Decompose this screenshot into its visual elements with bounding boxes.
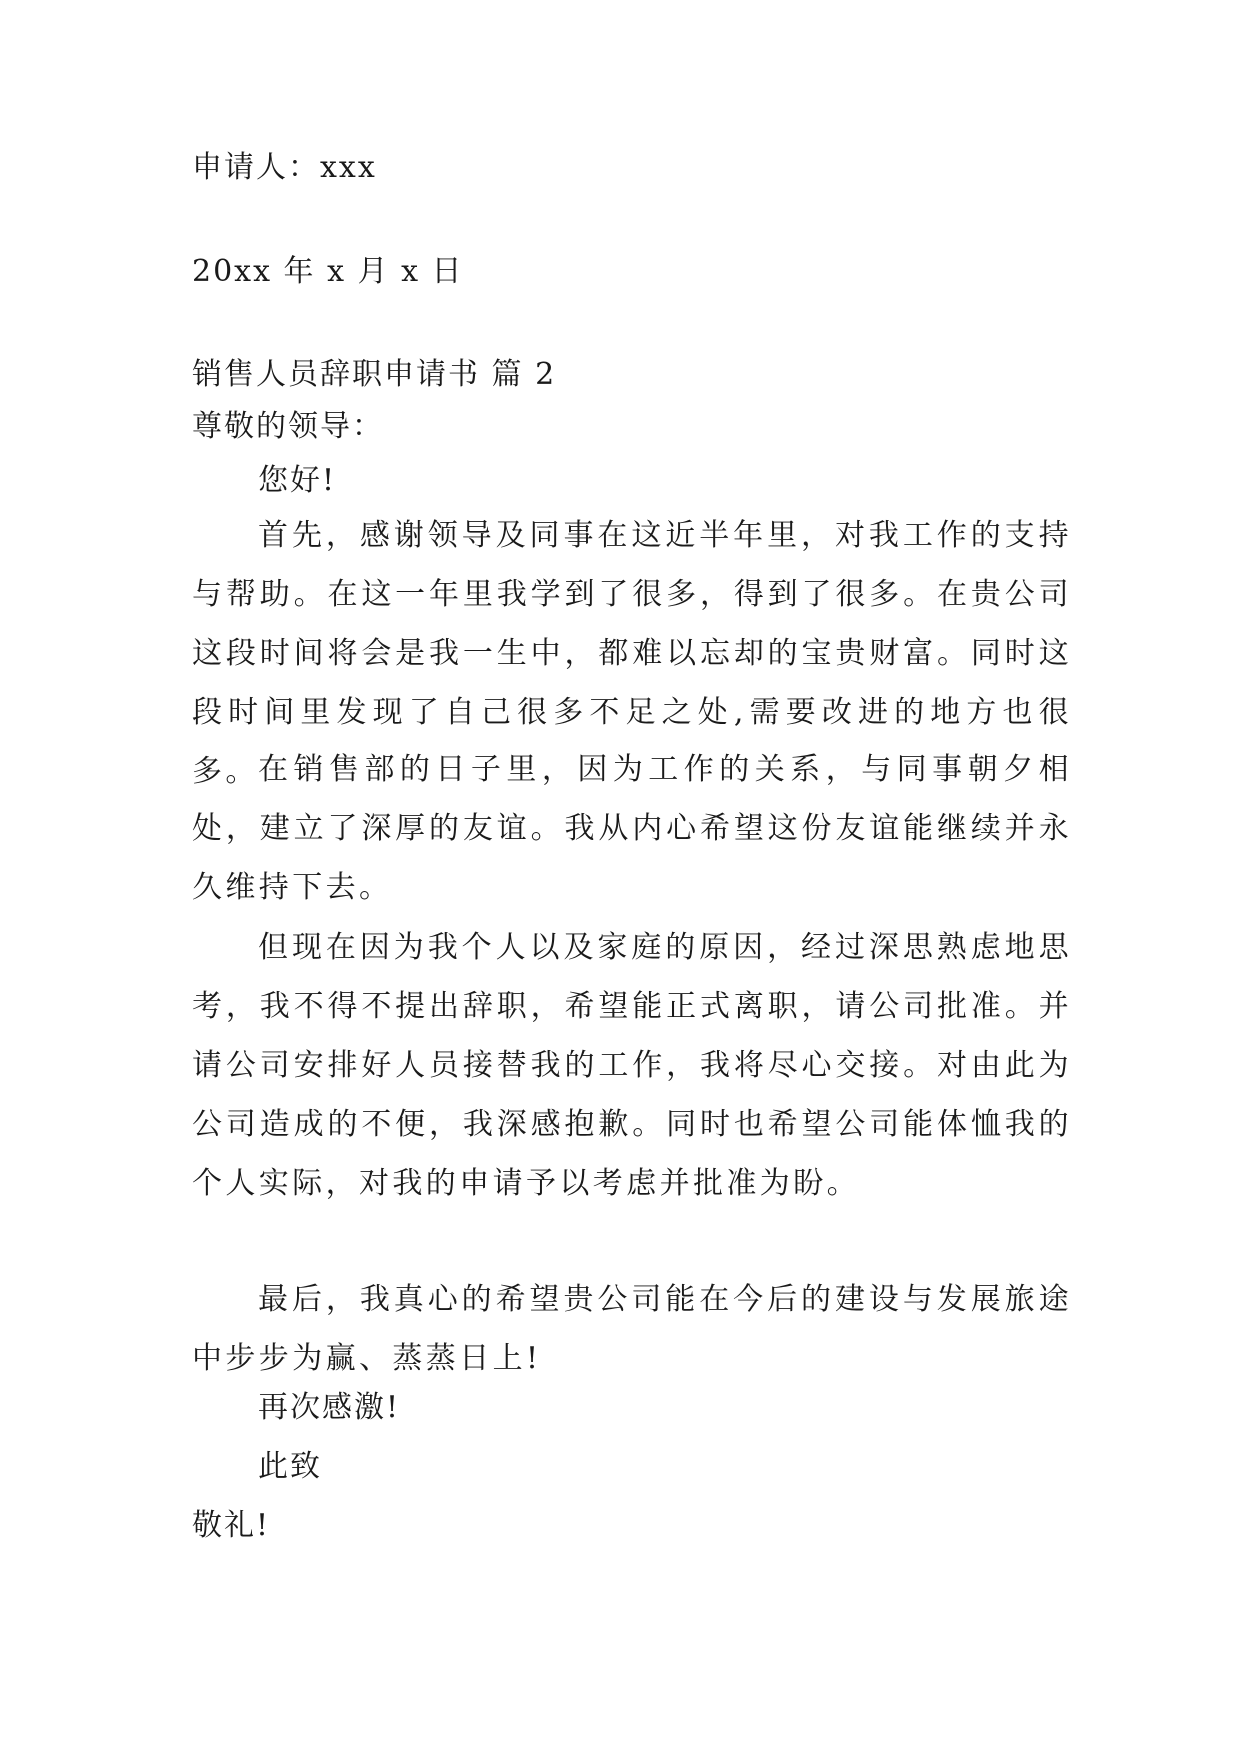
greeting: 您好! (258, 463, 337, 498)
date-line: 20xx 年 x 月 x 日 (192, 254, 464, 289)
thanks-line: 再次感激! (258, 1390, 401, 1425)
closing-line-2: 敬礼! (192, 1508, 271, 1543)
paragraph-3: 但现在因为我个人以及家庭的原因，经过深思熟虑地思考，我不得不提出辞职，希望能正式离职，请公司批准。并请公司安排好人员接替我的工作，我将尽心交接。对由此为公司造成的不便，我深感抱歉。同时也希望公司能体恤我的个人实际，对我的申请予以考虑并批准为盼。 (192, 930, 1072, 1201)
closing-line-1: 此致 (258, 1449, 322, 1484)
paragraph-2: 在销售部的日子里，因为工作的关系，与同事朝夕相处，建立了深厚的友谊。我从内心希望这份友谊能继续并永久维持下去。 (192, 752, 1072, 905)
applicant-line: 申请人：xxx (192, 150, 377, 185)
paragraph-4: 最后，我真心的希望贵公司能在今后的建设与发展旅途中步步为赢、蒸蒸日上! (192, 1282, 1072, 1376)
section-title: 销售人员辞职申请书 篇 2 (192, 357, 557, 392)
paragraph-1: 首先，感谢领导及同事在这近半年里，对我工作的支持与帮助。在这一年里我学到了很多，得到了很多。在贵公司这段时间将会是我一生中，都难以忘却的宝贵财富。同时这段时间里发现了自己很多不足之处,需要改进的地方也很多。 (192, 518, 1072, 789)
salutation: 尊敬的领导： (192, 409, 384, 444)
